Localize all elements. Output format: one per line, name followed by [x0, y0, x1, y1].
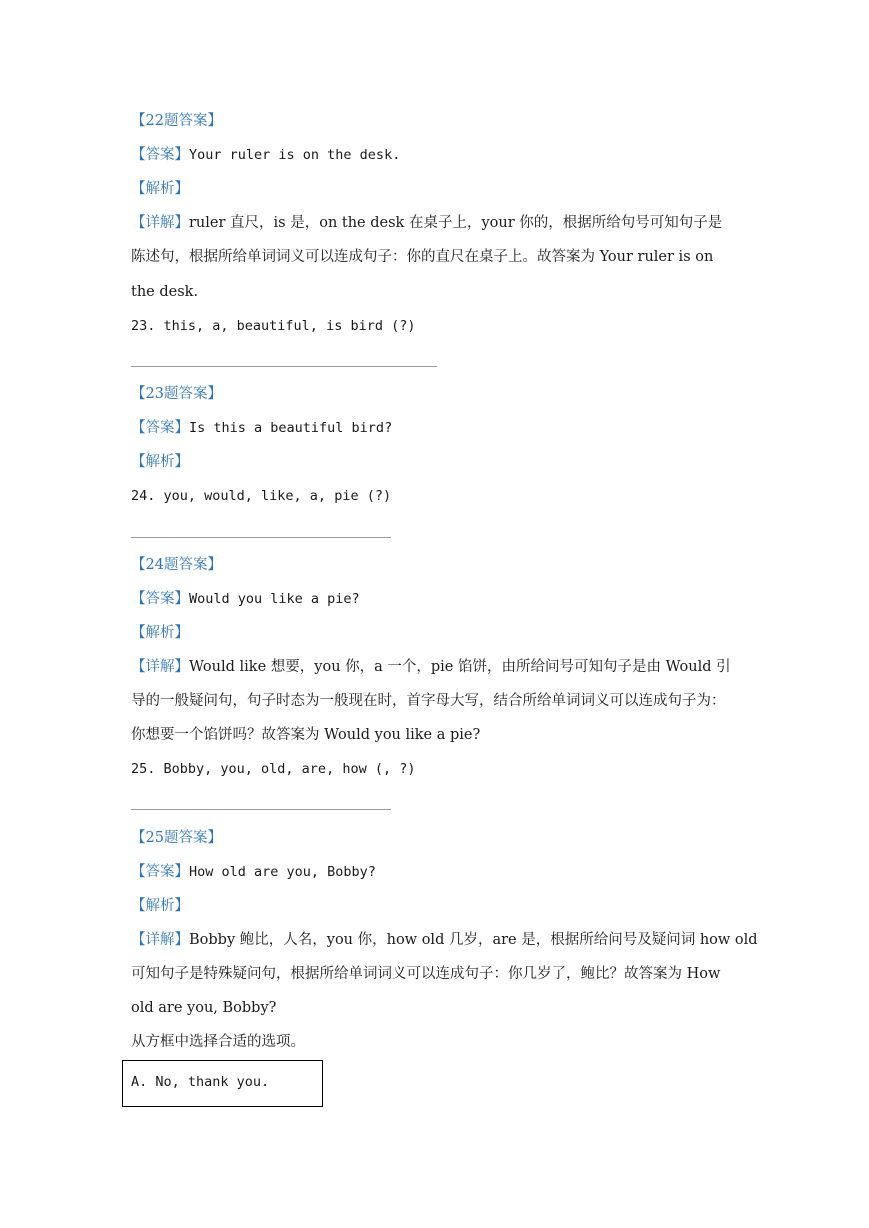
q22-analysis-tag: 【解析】 — [131, 181, 189, 197]
detail-tag: 【详解】 — [131, 932, 189, 948]
q23-answer-line — [131, 418, 392, 438]
q22-answer-text: Your ruler is on the desk. — [189, 147, 401, 163]
section-instruction: 从方框中选择合适的选项。 — [131, 1034, 305, 1050]
answer-tag: 【答案】 — [131, 420, 189, 436]
q25-answer-line — [131, 862, 376, 882]
q22-detail-line-2: 陈述句，根据所给单词词义可以连成句子：你的直尺在桌子上。故答案为 Your ruler is on — [131, 249, 714, 265]
q24-detail-text-1: Would like 想要，you 你，a 一个，pie 馅饼，由所给问号可知句子是由 Would 引 — [189, 659, 731, 675]
detail-tag: 【详解】 — [131, 215, 189, 231]
q25-detail-line-3: old are you, Bobby? — [131, 1000, 277, 1016]
q24-answer-blank — [131, 537, 391, 538]
q25-analysis-tag: 【解析】 — [131, 898, 189, 914]
option-box — [122, 1060, 323, 1107]
q24-answer-line — [131, 589, 360, 609]
detail-tag: 【详解】 — [131, 659, 189, 675]
q22-detail-line-1 — [131, 213, 722, 233]
q24-analysis-tag: 【解析】 — [131, 625, 189, 641]
q24-detail-line-1 — [131, 657, 731, 677]
q25-detail-line-1 — [131, 930, 758, 950]
q24-detail-line-2: 导的一般疑问句，句子时态为一般现在时，首字母大写，结合所给单词词义可以连成句子为： — [131, 693, 726, 709]
q23-answer-blank — [131, 366, 437, 367]
q24-prompt: 24. you, would, like, a, pie (?) — [131, 488, 392, 504]
q22-answer-line — [131, 145, 400, 165]
q23-answer-text: Is this a beautiful bird? — [189, 420, 393, 436]
answer-tag: 【答案】 — [131, 591, 189, 607]
q24-answer-text: Would you like a pie? — [189, 591, 360, 607]
q23-prompt: 23. this, a, beautiful, is bird (?) — [131, 318, 416, 334]
q25-answer-blank — [131, 809, 391, 810]
q22-detail-text-1: ruler 直尺，is 是，on the desk 在桌子上，your 你的，根据所给句号可知句子是 — [189, 215, 723, 231]
answer-tag: 【答案】 — [131, 147, 189, 163]
q25-answer-header: 【25题答案】 — [131, 830, 222, 846]
q22-answer-header: 【22题答案】 — [131, 113, 222, 129]
q23-analysis-tag: 【解析】 — [131, 454, 189, 470]
q25-answer-text: How old are you, Bobby? — [189, 864, 376, 880]
q24-answer-header: 【24题答案】 — [131, 557, 222, 573]
q25-prompt: 25. Bobby, you, old, are, how (, ?) — [131, 761, 416, 777]
q24-detail-line-3: 你想要一个馅饼吗？故答案为 Would you like a pie? — [131, 727, 481, 743]
q23-answer-header: 【23题答案】 — [131, 386, 222, 402]
q25-detail-text-1: Bobby 鲍比，人名，you 你，how old 几岁，are 是，根据所给问号及疑问词 how old — [189, 932, 758, 948]
answer-tag: 【答案】 — [131, 864, 189, 880]
q22-detail-line-3: the desk. — [131, 284, 199, 300]
q25-detail-line-2: 可知句子是特殊疑问句，根据所给单词词义可以连成句子：你几岁了，鲍比？故答案为 How — [131, 966, 721, 982]
option-a: A. No, thank you. — [131, 1074, 270, 1090]
